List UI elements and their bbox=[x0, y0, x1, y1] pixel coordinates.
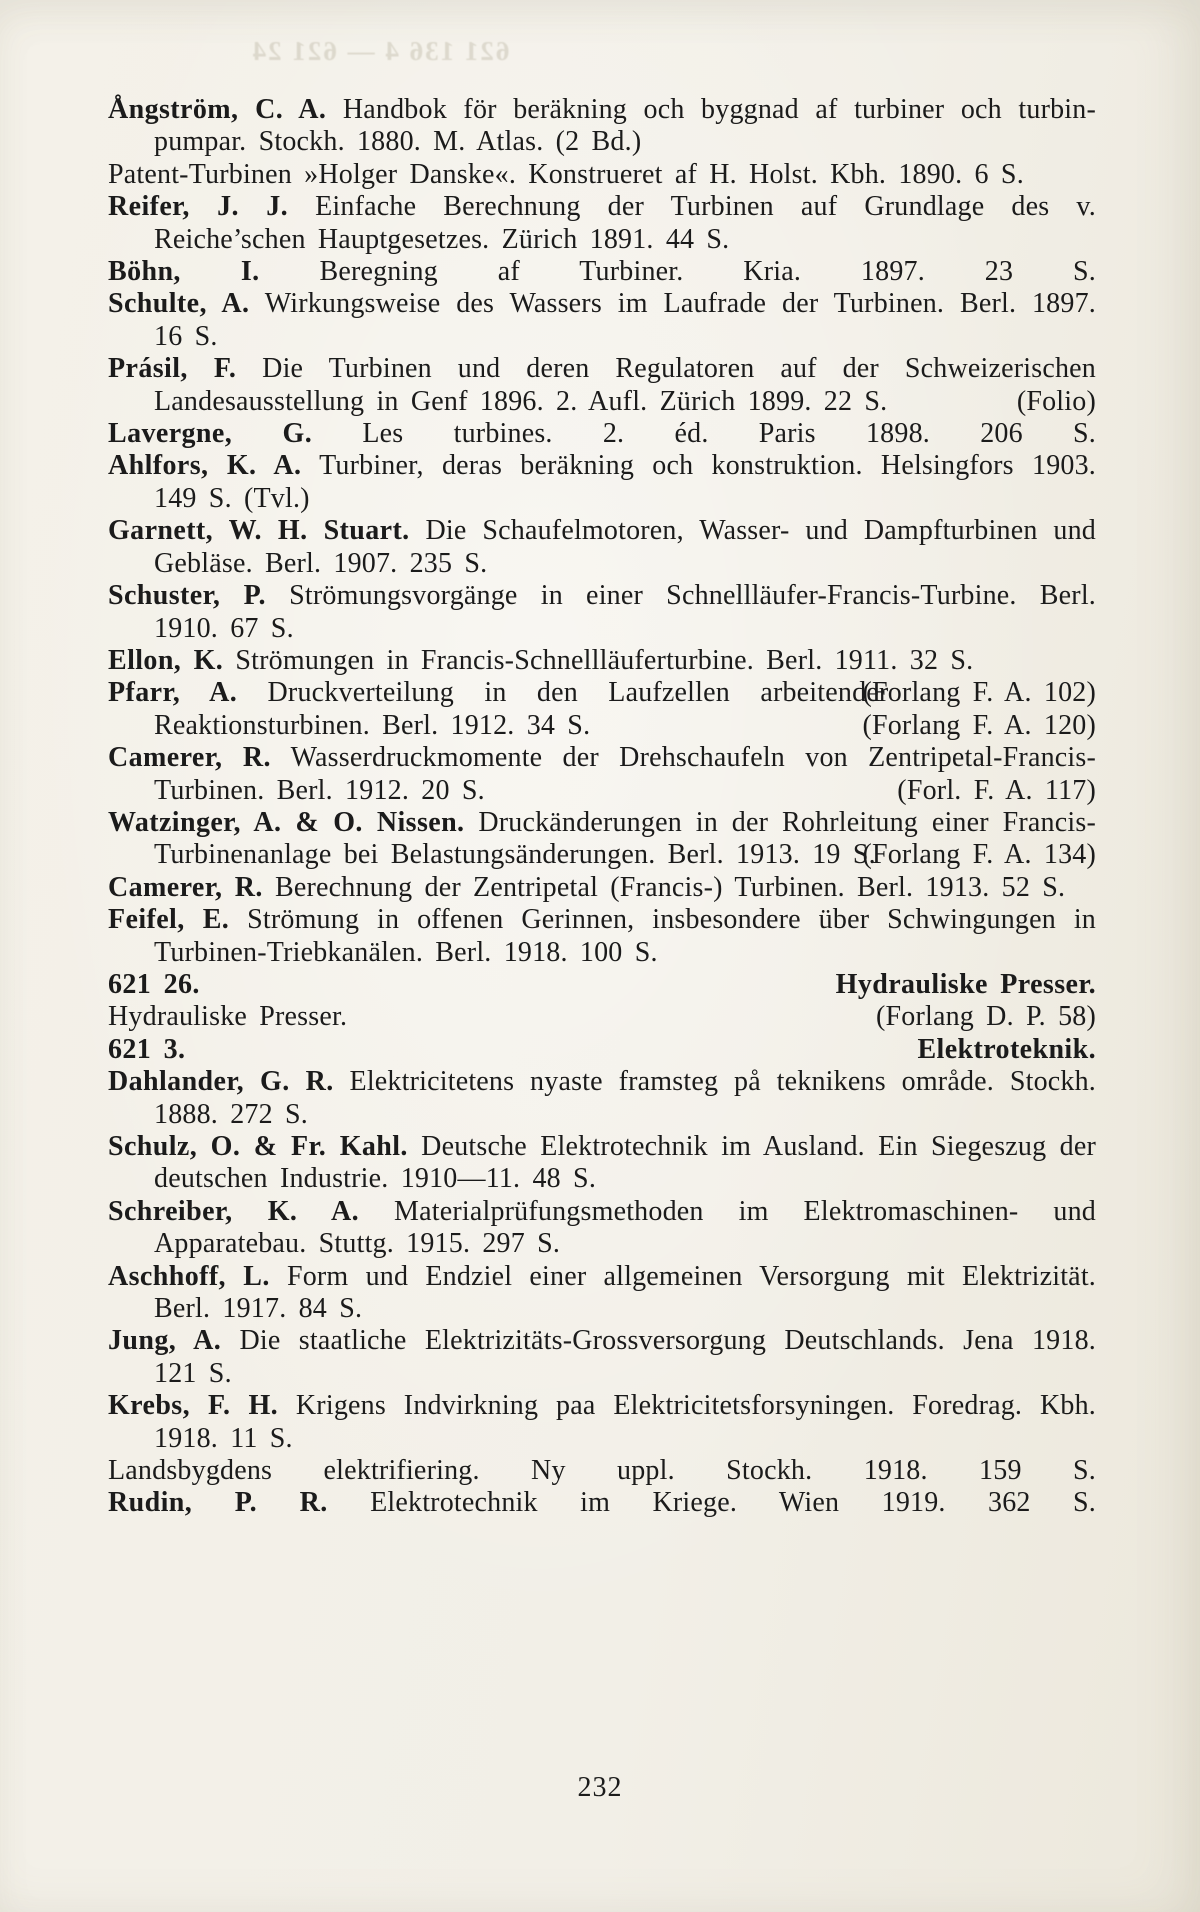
entry-author: Pfarr, A. bbox=[108, 677, 238, 709]
bibliography-entry: Böhn, I. Beregning af Turbiner. Kria. 1897. 23 S. bbox=[108, 256, 1096, 288]
entry-author: Prásil, F. bbox=[108, 353, 237, 385]
bibliography-entry: Jung, A. Die staatliche Elektrizitäts-Grossversorgung Deutschlands. Jena 1918. 121 S. bbox=[108, 1325, 1096, 1389]
entry-author: Reifer, J. J. bbox=[108, 191, 289, 223]
bibliography-entry: Ahlfors, K. A. Turbiner, deras beräkning och konstruktion. Helsingfors 1903. 149 S. (Tvl.) bbox=[108, 450, 1096, 514]
bibliography-entry: Ellon, K. Strömungen in Francis-Schnellläuferturbine. Berl. 1911. 32 S. (Forlang F. A. 102) bbox=[108, 644, 1096, 709]
entry-author: Schulz, O. & Fr. Kahl. bbox=[108, 1131, 408, 1162]
entry-author: Dahlander, G. R. bbox=[108, 1066, 334, 1098]
bibliography-entry: Schulz, O. & Fr. Kahl. Deutsche Elektrotechnik im Ausland. Ein Siegeszug der deutschen Industrie. 1910—11. 48 S. bbox=[108, 1131, 1096, 1195]
bibliography-entry: Pfarr, A. Druckverteilung in den Laufzellen arbeitender Reaktionsturbinen. Berl. 1912. 34 S. (Forlang F. A. 120) bbox=[108, 677, 1096, 741]
bleedthrough-text: 621 136 4 — 621 24 bbox=[250, 36, 510, 66]
entry-author: Watzinger, A. & O. Nissen. bbox=[108, 806, 465, 838]
bibliography-entry: Schreiber, K. A. Materialprüfungsmethoden im Elektromaschinen- und Apparatebau. Stuttg. 1915. 297 S. bbox=[108, 1195, 1097, 1260]
bibliography-entry: Camerer, R. Wasserdruckmomente der Drehschaufeln von Zentripetal-Francis-Turbinen. Berl. 1912. 20 S. (Forl. F. A. 117) bbox=[108, 742, 1097, 806]
entry-reference-note: (Forlang F. A. 120) bbox=[862, 709, 1096, 741]
bibliography-entry: Landsbygdens elektrifiering. Ny uppl. Stockh. 1918. 159 S. bbox=[108, 1455, 1096, 1487]
bibliography-entry: Camerer, R. Berechnung der Zentripetal (Francis-) Turbinen. Berl. 1913. 52 S. bbox=[108, 871, 1066, 903]
entry-reference-note: (Folio) bbox=[1016, 385, 1096, 417]
entry-author: Feifel, E. bbox=[108, 904, 230, 936]
bibliography-entry: Rudin, P. R. Elektrotechnik im Kriege. Wien 1919. 362 S. bbox=[108, 1487, 1097, 1519]
page-number: 232 bbox=[577, 1772, 623, 1803]
entry-author: Garnett, W. H. Stuart. bbox=[108, 515, 410, 547]
bibliography-entry: Krebs, F. H. Krigens Indvirkning paa Elektricitetsforsyningen. Foredrag. Kbh. 1918. 11 S. bbox=[108, 1390, 1097, 1454]
section-code: 621 3. bbox=[108, 1033, 186, 1065]
section-heading bbox=[108, 1034, 1096, 1066]
bibliography-entry: Patent-Turbinen »Holger Danske«. Konstrueret af H. Holst. Kbh. 1890. 6 S. bbox=[108, 158, 1024, 190]
entry-author: Rudin, P. R. bbox=[108, 1487, 328, 1519]
entry-author: Schulte, A. bbox=[108, 288, 250, 320]
entry-author: Ångström, C. A. bbox=[108, 94, 327, 125]
section-title: Elektroteknik. bbox=[917, 1033, 1096, 1065]
entry-reference-note: (Forl. F. A. 117) bbox=[897, 774, 1096, 806]
bibliography-entry: Ångström, C. A. Handbok för beräkning och byggnad af turbiner och turbin-pumpar. Stockh. 1880. M. Atlas. (2 Bd.) bbox=[108, 94, 1096, 158]
entry-reference-note: (Forlang D. P. 58) bbox=[875, 1001, 1096, 1033]
bibliography-entry: Schulte, A. Wirkungsweise des Wassers im Laufrade der Turbinen. Berl. 1897. 16 S. bbox=[108, 288, 1096, 352]
entry-author: Aschhoff, L. bbox=[108, 1260, 270, 1292]
entry-author: Böhn, I. bbox=[108, 256, 260, 288]
bibliography-entry: Feifel, E. Strömung in offenen Gerinnen, insbesondere über Schwingungen in Turbinen-Triebkanälen. Berl. 1918. 100 S. bbox=[108, 904, 1096, 968]
bibliography-entry: Watzinger, A. & O. Nissen. Druckänderungen in der Rohrleitung einer Francis-Turbinenanlage bei Belastungsänderungen. Berl. 1913. 19 S. (Forlang F. A. 134) bbox=[108, 806, 1096, 871]
entry-author: Krebs, F. H. bbox=[108, 1390, 279, 1422]
entry-reference-note: (Forlang F. A. 102) bbox=[862, 677, 1096, 709]
entry-author: Schuster, P. bbox=[108, 580, 266, 612]
entry-author: Ellon, K. bbox=[108, 644, 224, 676]
bibliography-entry: Schuster, P. Strömungsvorgänge in einer Schnellläufer-Francis-Turbine. Berl. 1910. 67 S. bbox=[108, 580, 1096, 644]
entry-author: Jung, A. bbox=[108, 1325, 222, 1357]
text-block bbox=[108, 94, 1096, 1520]
bibliography-entry: Reifer, J. J. Einfache Berechnung der Turbinen auf Grundlage des v. Reiche’schen Hauptgesetzes. Zürich 1891. 44 S. bbox=[108, 191, 1096, 255]
entry-author: Camerer, R. bbox=[108, 742, 271, 774]
section-title: Hydrauliske Presser. bbox=[835, 968, 1096, 1000]
bibliography-entry: Aschhoff, L. Form und Endziel einer allgemeinen Versorgung mit Elektrizität. Berl. 1917. 84 S. bbox=[108, 1260, 1096, 1325]
bibliography-entry: Dahlander, G. R. Elektricitetens nyaste framsteg på teknikens område. Stockh. 1888. 272 S. bbox=[108, 1066, 1096, 1130]
entry-author: Camerer, R. bbox=[108, 871, 263, 903]
entry-author: Ahlfors, K. A. bbox=[108, 450, 302, 482]
entry-reference-note: (Forlang F. A. 134) bbox=[862, 839, 1096, 871]
section-heading bbox=[108, 969, 1096, 1001]
bibliography-entry: Lavergne, G. Les turbines. 2. éd. Paris 1898. 206 S. bbox=[108, 418, 1096, 450]
entry-author: Schreiber, K. A. bbox=[108, 1195, 359, 1227]
entry-author: Lavergne, G. bbox=[108, 418, 313, 450]
bibliography-entry: Hydrauliske Presser. (Forlang D. P. 58) bbox=[108, 1001, 1096, 1033]
bibliography-entry: Prásil, F. Die Turbinen und deren Regulatoren auf der Schweizerischen Landesausstellung in Genf 1896. 2. Aufl. Zürich 1899. 22 S. (Folio) bbox=[108, 353, 1096, 417]
bibliography-entry: Garnett, W. H. Stuart. Die Schaufelmotoren, Wasser- und Dampfturbinen und Gebläse. Berl. 1907. 235 S. bbox=[108, 515, 1096, 579]
section-code: 621 26. bbox=[108, 968, 200, 1000]
